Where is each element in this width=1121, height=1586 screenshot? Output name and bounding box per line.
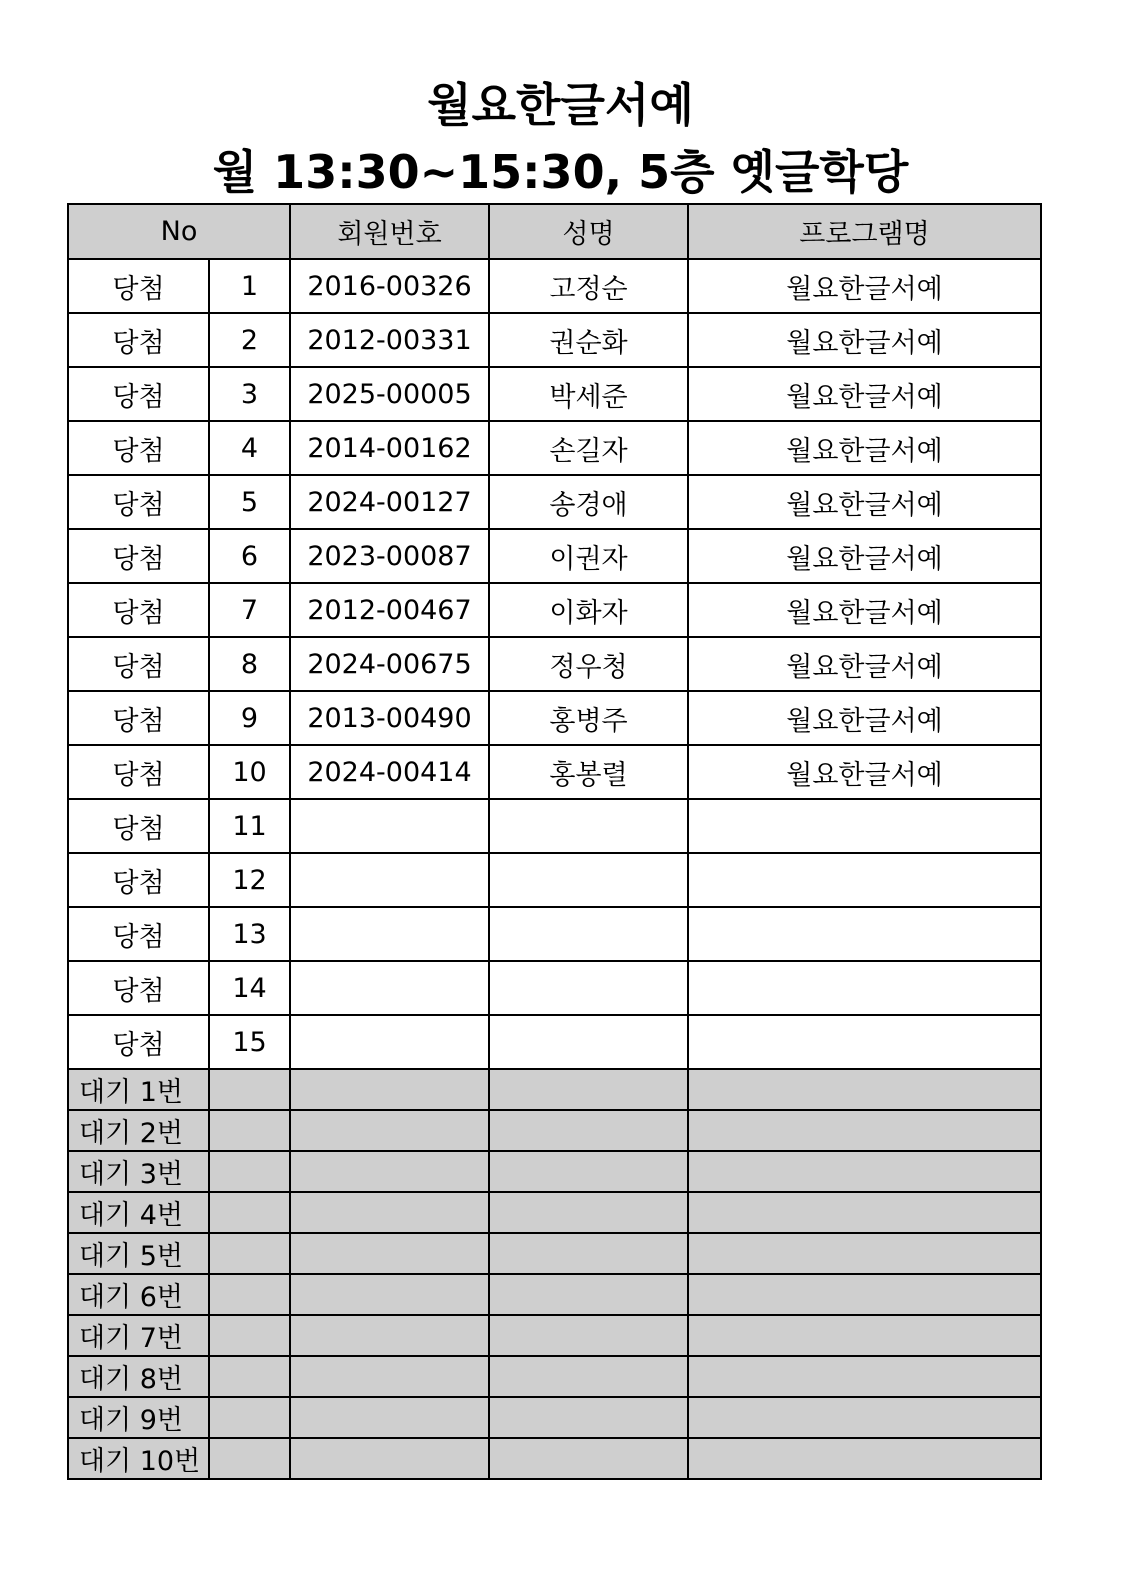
name-cell [489,1151,688,1192]
program-cell [688,907,1041,961]
name-cell [489,853,688,907]
member-id-cell [290,853,489,907]
table-row [68,259,1041,313]
name-cell [489,907,688,961]
waitlist-label: 대기 10번 [68,1438,209,1479]
name-cell [489,799,688,853]
name-cell [489,961,688,1015]
member-id-cell [290,1356,489,1397]
winner-label: 당첨 [68,907,209,961]
row-number: 7 [209,583,290,637]
member-id-cell [290,1274,489,1315]
table-row [68,313,1041,367]
program-cell [688,1315,1041,1356]
header-no: No [68,204,290,259]
table-row [68,799,1041,853]
program-cell: 월요한글서예 [688,637,1041,691]
member-id-cell: 2024-00127 [290,475,489,529]
winners-table [67,203,1042,1480]
member-id-cell [290,799,489,853]
member-id-cell: 2023-00087 [290,529,489,583]
program-cell: 월요한글서예 [688,421,1041,475]
name-cell [489,1315,688,1356]
waitlist-row [68,1192,1041,1233]
row-number [209,1356,290,1397]
name-cell [489,1015,688,1069]
program-cell: 월요한글서예 [688,529,1041,583]
waitlist-label: 대기 6번 [68,1274,209,1315]
row-number [209,1274,290,1315]
name-cell [489,1192,688,1233]
member-id-cell: 2016-00326 [290,259,489,313]
row-number: 14 [209,961,290,1015]
member-id-cell [290,1438,489,1479]
winner-label: 당첨 [68,745,209,799]
waitlist-label: 대기 3번 [68,1151,209,1192]
member-id-cell: 2014-00162 [290,421,489,475]
waitlist-label: 대기 7번 [68,1315,209,1356]
waitlist-label: 대기 4번 [68,1192,209,1233]
page-title: 월요한글서예 [427,78,694,132]
name-cell: 손길자 [489,421,688,475]
table-row [68,583,1041,637]
winners-body [68,259,1041,1069]
header-program: 프로그램명 [688,204,1041,259]
winner-label: 당첨 [68,637,209,691]
row-number: 12 [209,853,290,907]
winner-label: 당첨 [68,961,209,1015]
name-cell: 홍병주 [489,691,688,745]
row-number: 13 [209,907,290,961]
row-number: 9 [209,691,290,745]
program-cell [688,1233,1041,1274]
row-number: 3 [209,367,290,421]
waitlist-label: 대기 1번 [68,1069,209,1110]
program-cell: 월요한글서예 [688,745,1041,799]
table-row [68,853,1041,907]
table-row [68,745,1041,799]
row-number [209,1315,290,1356]
name-cell [489,1274,688,1315]
waitlist-row [68,1233,1041,1274]
name-cell [489,1356,688,1397]
table-row [68,1015,1041,1069]
program-cell [688,1438,1041,1479]
winner-label: 당첨 [68,259,209,313]
member-id-cell: 2024-00675 [290,637,489,691]
program-cell: 월요한글서예 [688,691,1041,745]
name-cell: 고정순 [489,259,688,313]
row-number: 4 [209,421,290,475]
row-number: 10 [209,745,290,799]
waitlist-row [68,1069,1041,1110]
program-cell [688,799,1041,853]
waitlist-row [68,1438,1041,1479]
member-id-cell [290,1233,489,1274]
program-cell [688,1110,1041,1151]
program-cell [688,1151,1041,1192]
table-row [68,907,1041,961]
member-id-cell [290,1015,489,1069]
table-row [68,367,1041,421]
winner-label: 당첨 [68,421,209,475]
table-row [68,475,1041,529]
winner-label: 당첨 [68,313,209,367]
waitlist-row [68,1110,1041,1151]
waitlist-row [68,1397,1041,1438]
program-cell: 월요한글서예 [688,367,1041,421]
waitlist-label: 대기 8번 [68,1356,209,1397]
program-cell: 월요한글서예 [688,583,1041,637]
program-cell: 월요한글서예 [688,313,1041,367]
table-row [68,961,1041,1015]
waitlist-label: 대기 9번 [68,1397,209,1438]
name-cell: 홍봉렬 [489,745,688,799]
program-cell: 월요한글서예 [688,259,1041,313]
program-cell [688,1192,1041,1233]
name-cell [489,1397,688,1438]
waitlist-row [68,1274,1041,1315]
waitlist-row [68,1315,1041,1356]
row-number: 5 [209,475,290,529]
program-cell [688,1015,1041,1069]
member-id-cell: 2012-00467 [290,583,489,637]
member-id-cell [290,1069,489,1110]
table-header-row [68,204,1041,259]
row-number [209,1192,290,1233]
waitlist-row [68,1356,1041,1397]
winner-label: 당첨 [68,691,209,745]
member-id-cell [290,1315,489,1356]
name-cell [489,1438,688,1479]
program-cell [688,961,1041,1015]
winner-label: 당첨 [68,583,209,637]
row-number [209,1069,290,1110]
name-cell: 정우청 [489,637,688,691]
header-member-id: 회원번호 [290,204,489,259]
winner-label: 당첨 [68,1015,209,1069]
row-number [209,1233,290,1274]
name-cell: 이권자 [489,529,688,583]
header-name: 성명 [489,204,688,259]
name-cell [489,1069,688,1110]
program-cell: 월요한글서예 [688,475,1041,529]
winner-label: 당첨 [68,853,209,907]
row-number [209,1151,290,1192]
row-number [209,1438,290,1479]
row-number: 1 [209,259,290,313]
page-subtitle: 월 13:30~15:30, 5층 옛글학당 [212,145,909,199]
member-id-cell [290,907,489,961]
member-id-cell [290,1397,489,1438]
name-cell: 박세준 [489,367,688,421]
row-number: 15 [209,1015,290,1069]
member-id-cell [290,1151,489,1192]
name-cell: 송경애 [489,475,688,529]
winner-label: 당첨 [68,475,209,529]
row-number: 2 [209,313,290,367]
row-number: 11 [209,799,290,853]
member-id-cell: 2025-00005 [290,367,489,421]
winner-label: 당첨 [68,529,209,583]
program-cell [688,1069,1041,1110]
waitlist-label: 대기 5번 [68,1233,209,1274]
program-cell [688,1356,1041,1397]
row-number: 6 [209,529,290,583]
member-id-cell: 2013-00490 [290,691,489,745]
name-cell [489,1233,688,1274]
name-cell [489,1110,688,1151]
table-row [68,529,1041,583]
table-row [68,421,1041,475]
waitlist-label: 대기 2번 [68,1110,209,1151]
waitlist-body [68,1069,1041,1479]
waitlist-row [68,1151,1041,1192]
winner-label: 당첨 [68,367,209,421]
member-id-cell [290,1110,489,1151]
member-id-cell: 2024-00414 [290,745,489,799]
member-id-cell [290,961,489,1015]
program-cell [688,1397,1041,1438]
name-cell: 권순화 [489,313,688,367]
row-number [209,1397,290,1438]
program-cell [688,853,1041,907]
member-id-cell [290,1192,489,1233]
name-cell: 이화자 [489,583,688,637]
table-row [68,691,1041,745]
program-cell [688,1274,1041,1315]
row-number [209,1110,290,1151]
member-id-cell: 2012-00331 [290,313,489,367]
winner-label: 당첨 [68,799,209,853]
row-number: 8 [209,637,290,691]
table-row [68,637,1041,691]
